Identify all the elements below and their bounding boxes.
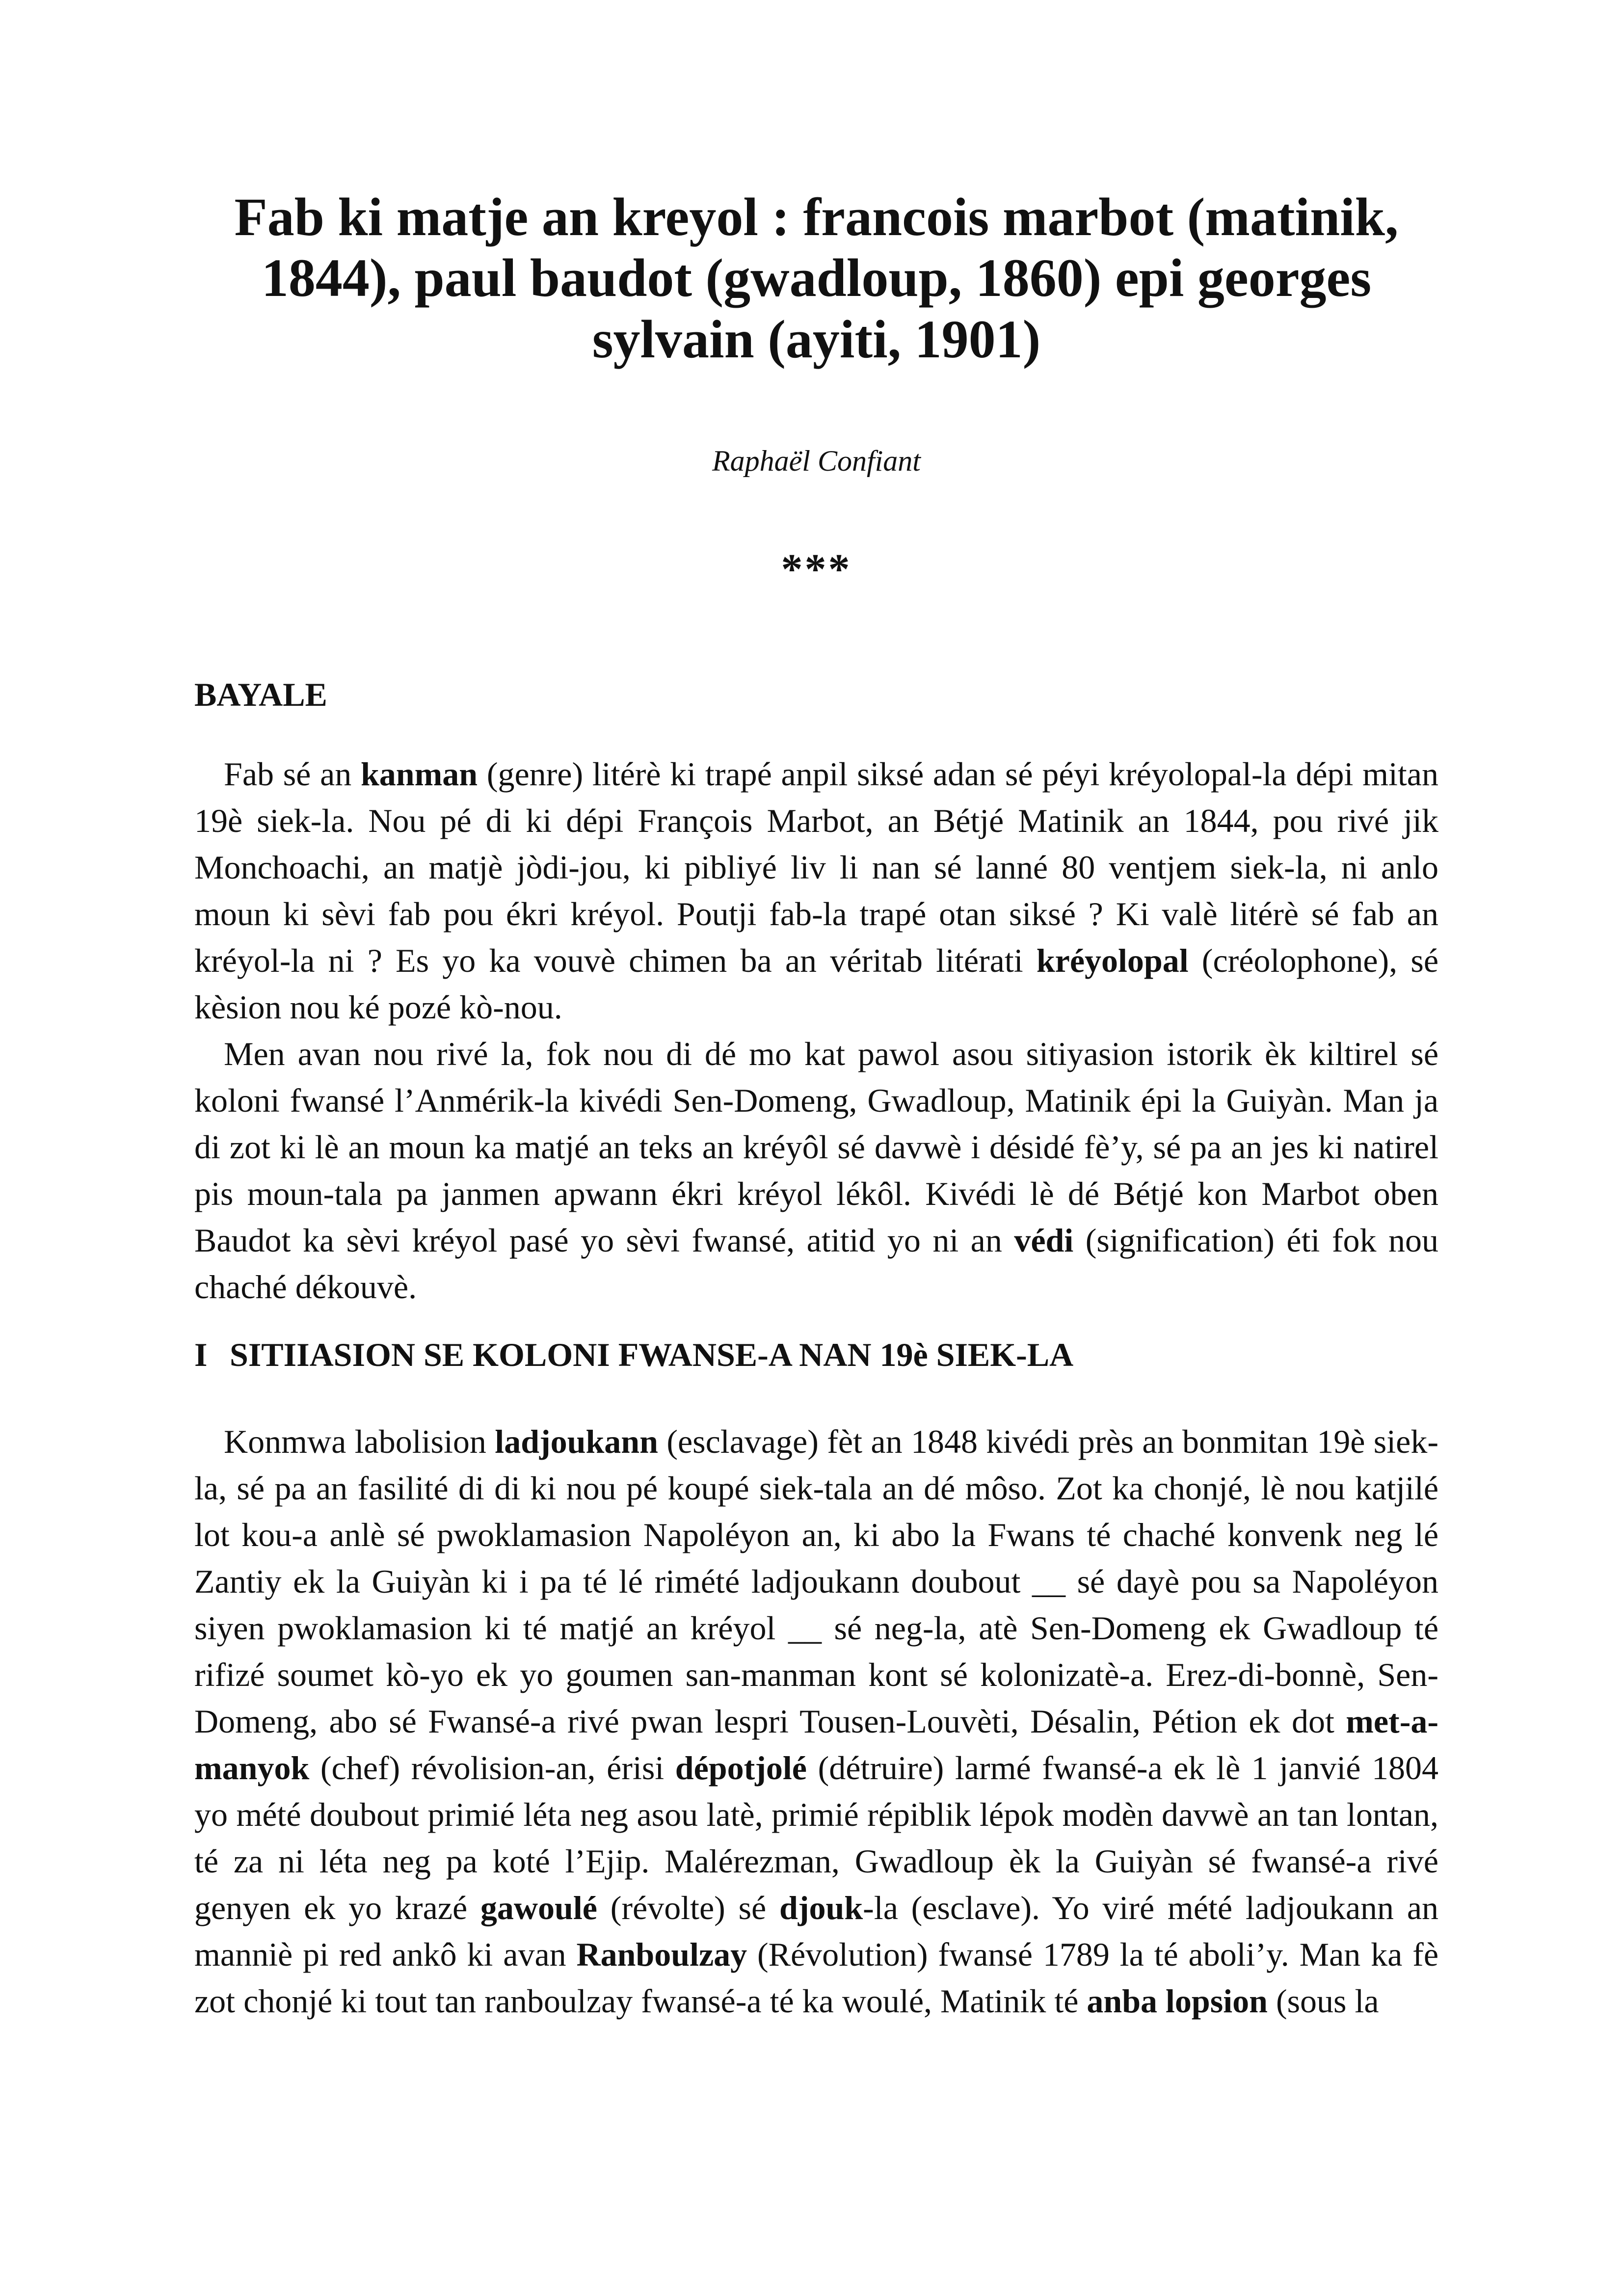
bold-term: gawoulé	[480, 1889, 597, 1926]
bold-term: védi	[1014, 1222, 1074, 1259]
author-name: Raphaël Confiant	[712, 445, 921, 477]
section-number: I	[194, 1336, 208, 1373]
text-run: Konmwa labolision	[224, 1423, 495, 1460]
section-heading-bayale	[194, 675, 327, 715]
bold-term: kanman	[360, 755, 478, 793]
text-run: (Révolution) fwansé 1789 la té aboli’y. Man ka fè zot chonjé ki tout tan ranboulzay fwansé-a té ka woulé, Matinik té	[194, 1936, 1438, 2020]
text-run: Fab sé an	[224, 755, 361, 793]
bold-term: ladjoukann	[495, 1423, 658, 1460]
section-heading-text: SITIIASION SE KOLONI FWANSE-A NAN 19è SIEK-LA	[230, 1336, 1074, 1373]
section-heading-text: BAYALE	[194, 676, 327, 713]
text-run: (sous la	[1267, 1982, 1379, 2020]
paragraph	[194, 1031, 1438, 1310]
text-run: (chef) révolision-an, érisi	[309, 1749, 675, 1787]
bold-term: kréyolopal	[1036, 942, 1189, 979]
paragraph	[194, 751, 1438, 1031]
text-run: (créolophone), sé kèsion nou ké pozé kò-nou.	[194, 942, 1439, 1026]
text-run: -la (esclave). Yo viré mété ladjoukann an manniè pi red ankô ki avan	[194, 1889, 1438, 1973]
article-title: Fab ki matje an kreyol : francois marbot (matinik, 1844), paul baudot (gwadloup, 1860) epi georges sylvain (ayiti, 1901)	[234, 187, 1399, 369]
bold-term: anba lopsion	[1087, 1982, 1268, 2020]
bold-term: dépotjolé	[675, 1749, 807, 1787]
section-separator: ***	[781, 546, 852, 593]
bold-term: met-a-manyok	[194, 1703, 1438, 1787]
section-heading-sitiiasion	[194, 1335, 1073, 1375]
text-run: (signification) éti fok nou chaché dékouvè.	[194, 1222, 1438, 1306]
text-run: (révolte) sé	[597, 1889, 780, 1926]
text-run: (détruire) larmé fwansé-a ek lè 1 janvié 1804 yo mété doubout primié léta neg asou latè, primié répiblik lépok modèn davwè an tan lontan, té za ni léta neg pa koté l’Ejip. Malérezman, Gwadloup èk la Guiyàn sé fwansé-a rivé genyen ek yo krazé	[194, 1749, 1438, 1926]
section-body	[194, 1418, 1438, 2025]
section-body	[194, 751, 1438, 1310]
text-run: Men avan nou rivé la, fok nou di dé mo kat pawol asou sitiyasion istorik èk kiltirel sé koloni fwansé l’Anmérik-la kivédi Sen-Domeng, Gwadloup, Matinik épi la Guiyàn. Man ja di zot ki lè an moun ka matjé an teks an kréyôl sé davwè i désidé fè’y, sé pa an jes ki natirel pis moun-tala pa janmen apwann ékri kréyol lékôl. Kivédi lè dé Bétjé kon Marbot oben Baudot ka sèvi kréyol pasé yo sèvi fwansé, atitid yo ni an	[194, 1035, 1438, 1259]
text-run: (genre) litérè ki trapé anpil siksé adan sé péyi kréyolopal-la dépi mitan 19è siek-la. Nou pé di ki dépi François Marbot, an Bétjé Matinik an 1844, pou rivé jik Monchoachi, an matjè jòdi-jou, ki pibliyé liv li nan sé lanné 80 ventjem siek-la, ni anlo moun ki sèvi fab pou ékri kréyol. Poutji fab-la trapé otan siksé ? Ki valè litérè sé fab an kréyol-la ni ? Es yo ka vouvè chimen ba an véritab litérati	[194, 755, 1438, 979]
text-run: (esclavage) fèt an 1848 kivédi près an bonmitan 19è siek-la, sé pa an fasilité di di ki nou pé koupé siek-tala an dé môso. Zot ka chonjé, lè nou katjilé lot kou-a anlè sé pwoklamasion Napoléyon an, ki abo la Fwans té chaché konvenk neg lé Zantiy ek la Guiyàn ki i pa té lé rimété ladjoukann doubout __ sé dayè pou sa Napoléyon siyen pwoklamasion ki té matjé an kréyol __ sé neg-la, atè Sen-Domeng ek Gwadloup té rifizé soumet kò-yo ek yo goumen san-manman kont sé kolonizatè-a. Erez-di-bonnè, Sen-Domeng, abo sé Fwansé-a rivé pwan lespri Tousen-Louvèti, Désalin, Pétion ek dot	[194, 1423, 1438, 1740]
paragraph	[194, 1418, 1438, 2025]
bold-term: djouk	[779, 1889, 863, 1926]
bold-term: Ranboulzay	[576, 1936, 747, 1973]
